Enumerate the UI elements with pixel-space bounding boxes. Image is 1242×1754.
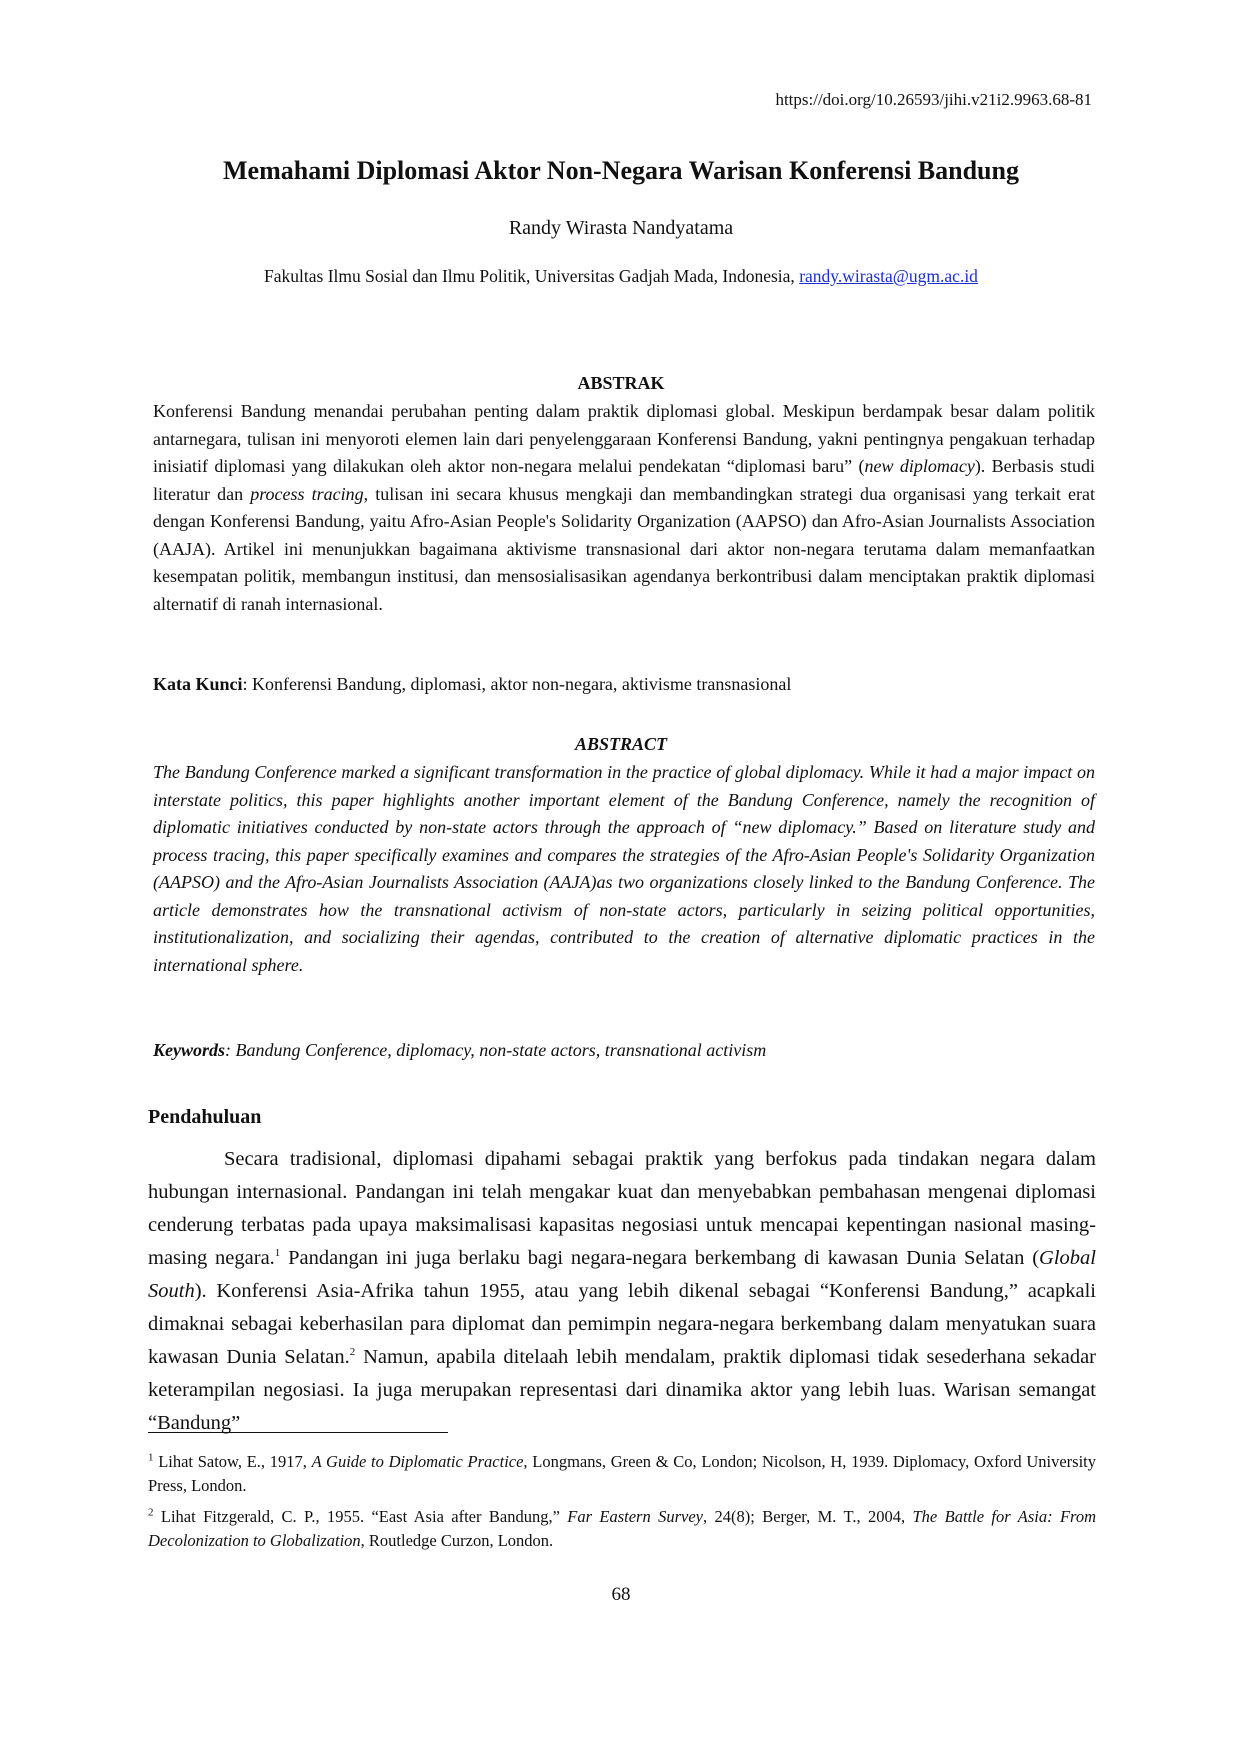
- abstrak-text: [153, 398, 1095, 618]
- section-heading: Pendahuluan: [148, 1106, 262, 1128]
- abstract-text: The Bandung Conference marked a significant transformation in the practice of global diplomacy. While it had a major impact on interstate politics, this paper highlights another important element of the Bandung Conference, namely the recognition of diplomatic initiatives conducted by non-state actors through the approach of “new diplomacy.” Based on literature study and process tracing, this paper specifically examines and compares the strategies of the Afro-Asian People's Solidarity Organization (AAPSO) and the Afro-Asian Journalists Association (AAJA)as two organizations closely linked to the Bandung Conference. The article demonstrates how the transnational activism of non-state actors, particularly in seizing political opportunities, institutionalization, and socializing their agendas, contributed to the creation of alternative diplomatic practices in the international sphere.: [153, 762, 1095, 975]
- author-email-link[interactable]: randy.wirasta@ugm.ac.id: [799, 266, 978, 286]
- footnote-1: [148, 1450, 1096, 1497]
- kata-kunci-text: : Konferensi Bandung, diplomasi, aktor non-negara, aktivisme transnasional: [242, 674, 792, 694]
- page-number: 68: [611, 1584, 631, 1605]
- footnote-divider: [148, 1432, 448, 1433]
- abstrak-part-3: , tulisan ini secara khusus mengkaji dan membandingkan strategi dua organisasi yang terkait erat dengan Konferensi Bandung, yaitu Afro-Asian People's Solidarity Organization (AAPSO) dan Afro-Asian Journalists Association (AAJA). Artikel ini menunjukkan bagaimana aktivisme transnasional dari aktor non-negara terutama dalam memanfaatkan kesempatan politik, membangun institusi, dan mensosialisasikan agendanya berkontribusi dalam menciptakan praktik diplomasi alternatif di ranah internasional.: [153, 483, 1095, 614]
- footnote-1-italic: A Guide to Diplomatic Practice: [311, 1452, 524, 1471]
- abstrak-part-1: Konferensi Bandung menandai perubahan penting dalam praktik diplomasi global. Meskipun berdampak besar dalam politik antarnegara, tulisan ini menyoroti elemen lain dari penyelenggaraan Konferensi Bandung, yakni pentingnya pengakuan terhadap inisiatif diplomasi yang dilakukan oleh aktor non-negara melalui pendekatan “diplomasi baru” (: [153, 401, 1095, 476]
- paper-title: Memahami Diplomasi Aktor Non-Negara Warisan Konferensi Bandung: [223, 156, 1019, 185]
- footnote-ref-1[interactable]: 1: [274, 1247, 281, 1260]
- footnote-1-part-b: , Longmans, Green & Co, London; Nicolson, H, 1939. Diplomacy, Oxford University Press, London.: [148, 1452, 1096, 1495]
- body-part-1: Secara tradisional, diplomasi dipahami sebagai praktik yang berfokus pada tindakan negara dalam hubungan internasional. Pandangan ini telah mengakar kuat dan menyebabkan pembahasan mengenai diplomasi cenderung terbatas pada upaya maksimalisasi kapasitas negosiasi untuk mencapai kepentingan nasional masing-masing negara.: [148, 1148, 1096, 1269]
- footnote-ref-2[interactable]: 2: [349, 1346, 356, 1359]
- body-paragraph: [148, 1143, 1096, 1440]
- kata-kunci: [153, 674, 1095, 695]
- abstract-heading: ABSTRACT: [574, 734, 668, 754]
- affiliation: [0, 266, 1242, 287]
- footnote-2-italic-2: The Battle for Asia: From Decolonization to Globalization: [148, 1507, 1096, 1550]
- footnote-1-part-a: Lihat Satow, E., 1917,: [153, 1452, 312, 1471]
- footnote-2: [148, 1505, 1096, 1552]
- keywords-label: Keywords: [153, 1040, 225, 1060]
- keywords-text: : Bandung Conference, diplomacy, non-state actors, transnational activism: [225, 1040, 767, 1060]
- footnote-2-part-a: Lihat Fitzgerald, C. P., 1955. “East Asia after Bandung,”: [153, 1507, 568, 1526]
- author-name: Randy Wirasta Nandyatama: [508, 217, 734, 239]
- abstrak-italic-2: process tracing: [250, 483, 364, 504]
- keywords: [153, 1040, 1095, 1061]
- footnote-2-italic-1: Far Eastern Survey: [567, 1507, 703, 1526]
- abstrak-part-2: ). Berbasis studi literatur dan: [153, 456, 1095, 504]
- footnote-1-number: 1: [148, 1451, 154, 1464]
- body-part-4: Namun, apabila ditelaah lebih mendalam, praktik diplomasi tidak sesederhana sekadar keterampilan negosiasi. Ia juga merupakan representasi dari dinamika aktor yang lebih luas. Warisan semangat “Bandung”: [148, 1346, 1096, 1434]
- body-text: [148, 1143, 1096, 1440]
- body-part-2: Pandangan ini juga berlaku bagi negara-negara berkembang di kawasan Dunia Selatan (: [280, 1247, 1040, 1269]
- doi-link[interactable]: https://doi.org/10.26593/jihi.v21i2.9963.68-81: [775, 90, 1092, 109]
- abstrak-italic-1: new diplomacy: [864, 456, 975, 476]
- footnote-2-part-c: , Routledge Curzon, London.: [360, 1530, 554, 1550]
- abstrak-heading: ABSTRAK: [577, 373, 665, 393]
- footnote-2-number: 2: [148, 1506, 154, 1519]
- body-part-3: ). Konferensi Asia-Afrika tahun 1955, atau yang lebih dikenal sebagai “Konferensi Bandung,” acapkali dimaknai sebagai keberhasilan para diplomat dan pemimpin negara-negara berkembang dalam menyatukan suara kawasan Dunia Selatan.: [148, 1280, 1096, 1368]
- body-italic-1: Global South: [148, 1247, 1096, 1302]
- affiliation-text: Fakultas Ilmu Sosial dan Ilmu Politik, Universitas Gadjah Mada, Indonesia,: [264, 266, 795, 286]
- footnote-2-part-b: , 24(8); Berger, M. T., 2004,: [703, 1507, 913, 1526]
- kata-kunci-label: Kata Kunci: [153, 674, 243, 694]
